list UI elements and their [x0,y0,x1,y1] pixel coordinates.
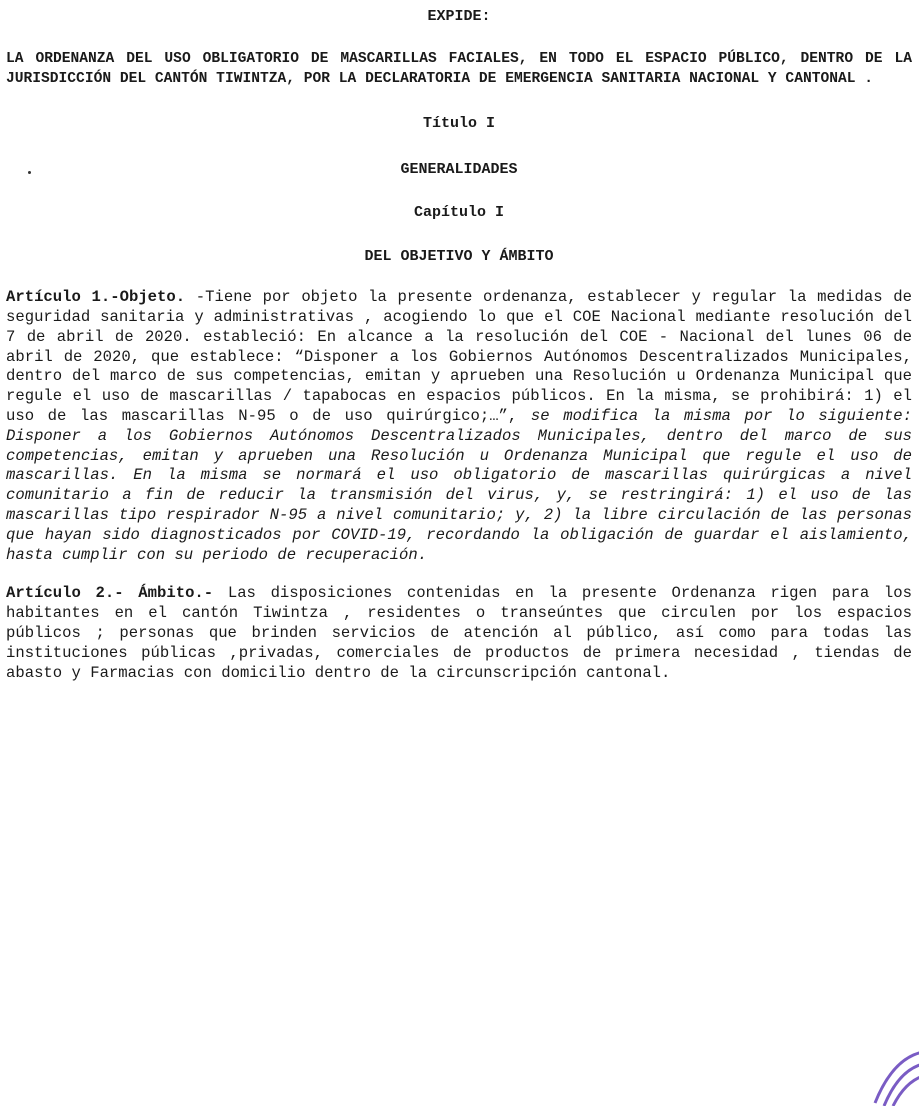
expide-heading: EXPIDE: [427,8,491,25]
articulo-2 [6,584,912,683]
capitulo-heading: Capítulo I [413,204,504,222]
articulo-1-italic-text: se modifica la misma por lo siguiente: Disponer a los Gobiernos Autónomos Descentralizados Municipales, dentro del marco de sus competencias, emitan y aprueben una Resolución u Ordenanza Municipal que regule el uso de mascarillas. En la misma se normará el uso obligatorio de mascarillas quirúrgicas a nivel comunitario a fin de reducir la transmisión del virus, y, se restringirá: 1) el uso de las mascarillas tipo respirador N-95 a nivel comunitario; y, 2) la libre circulación de las personas que hayan sido diagnosticados por COVID-19, recordando la obligación de guardar el aislamiento, hasta cumplir con su periodo de recuperación. [6,406,913,564]
articulo-1 [6,288,912,565]
articulo-1-label: Artículo 1.-Objeto. [6,288,186,307]
generalidades-heading: GENERALIDADES [400,161,518,179]
document-page [6,8,912,683]
titulo-heading: Título I [422,115,495,133]
articulo-2-text: Las disposiciones contenidas en la presente Ordenanza rigen para los habitantes en el cantón Tiwintza , residentes o transeúntes que circulen por los espacios públicos ; personas que brinden servicios de atención al público, así como para todas las instituciones públicas ,privadas, comerciales de productos de primera necesidad , tiendas de abasto y Farmacias con domicilio dentro de la circunscripción cantonal. [6,584,913,682]
articulo-1-text: -Tiene por objeto la presente ordenanza, establecer y regular la medidas de seguridad sanitaria y administrativas , acogiendo lo que el COE Nacional mediante resolución del 7 de abril de 2020. estableció: En alcance a la resolución del COE - Nacional del lunes 06 de abril de 2020, que establece: “Disponer a los Gobiernos Autónomos Descentralizados Municipales, dentro del marco de sus competencias, emitan y aprueben una Resolución u Ordenanza Municipal que regule el uso de mascarillas / tapabocas en espacios públicos. En la misma, se prohibirá: 1) el uso de las mascarillas N-95 o de uso quirúrgico;…”, [6,288,912,425]
section-heading: DEL OBJETIVO Y ÁMBITO [364,248,554,266]
articulo-2-label: Artículo 2.- Ámbito.- [6,584,214,603]
stamp-mark-icon [863,1046,919,1106]
ordinance-title: LA ORDENANZA DEL USO OBLIGATORIO DE MASCARILLAS FACIALES, EN TODO EL ESPACIO PÚBLICO, DENTRO DE LA JURISDICCIÓN DEL CANTÓN TIWINTZA, POR LA DECLARATORIA DE EMERGENCIA SANITARIA NACIONAL Y CANTONAL . [6,51,912,87]
scan-speck [28,171,31,174]
